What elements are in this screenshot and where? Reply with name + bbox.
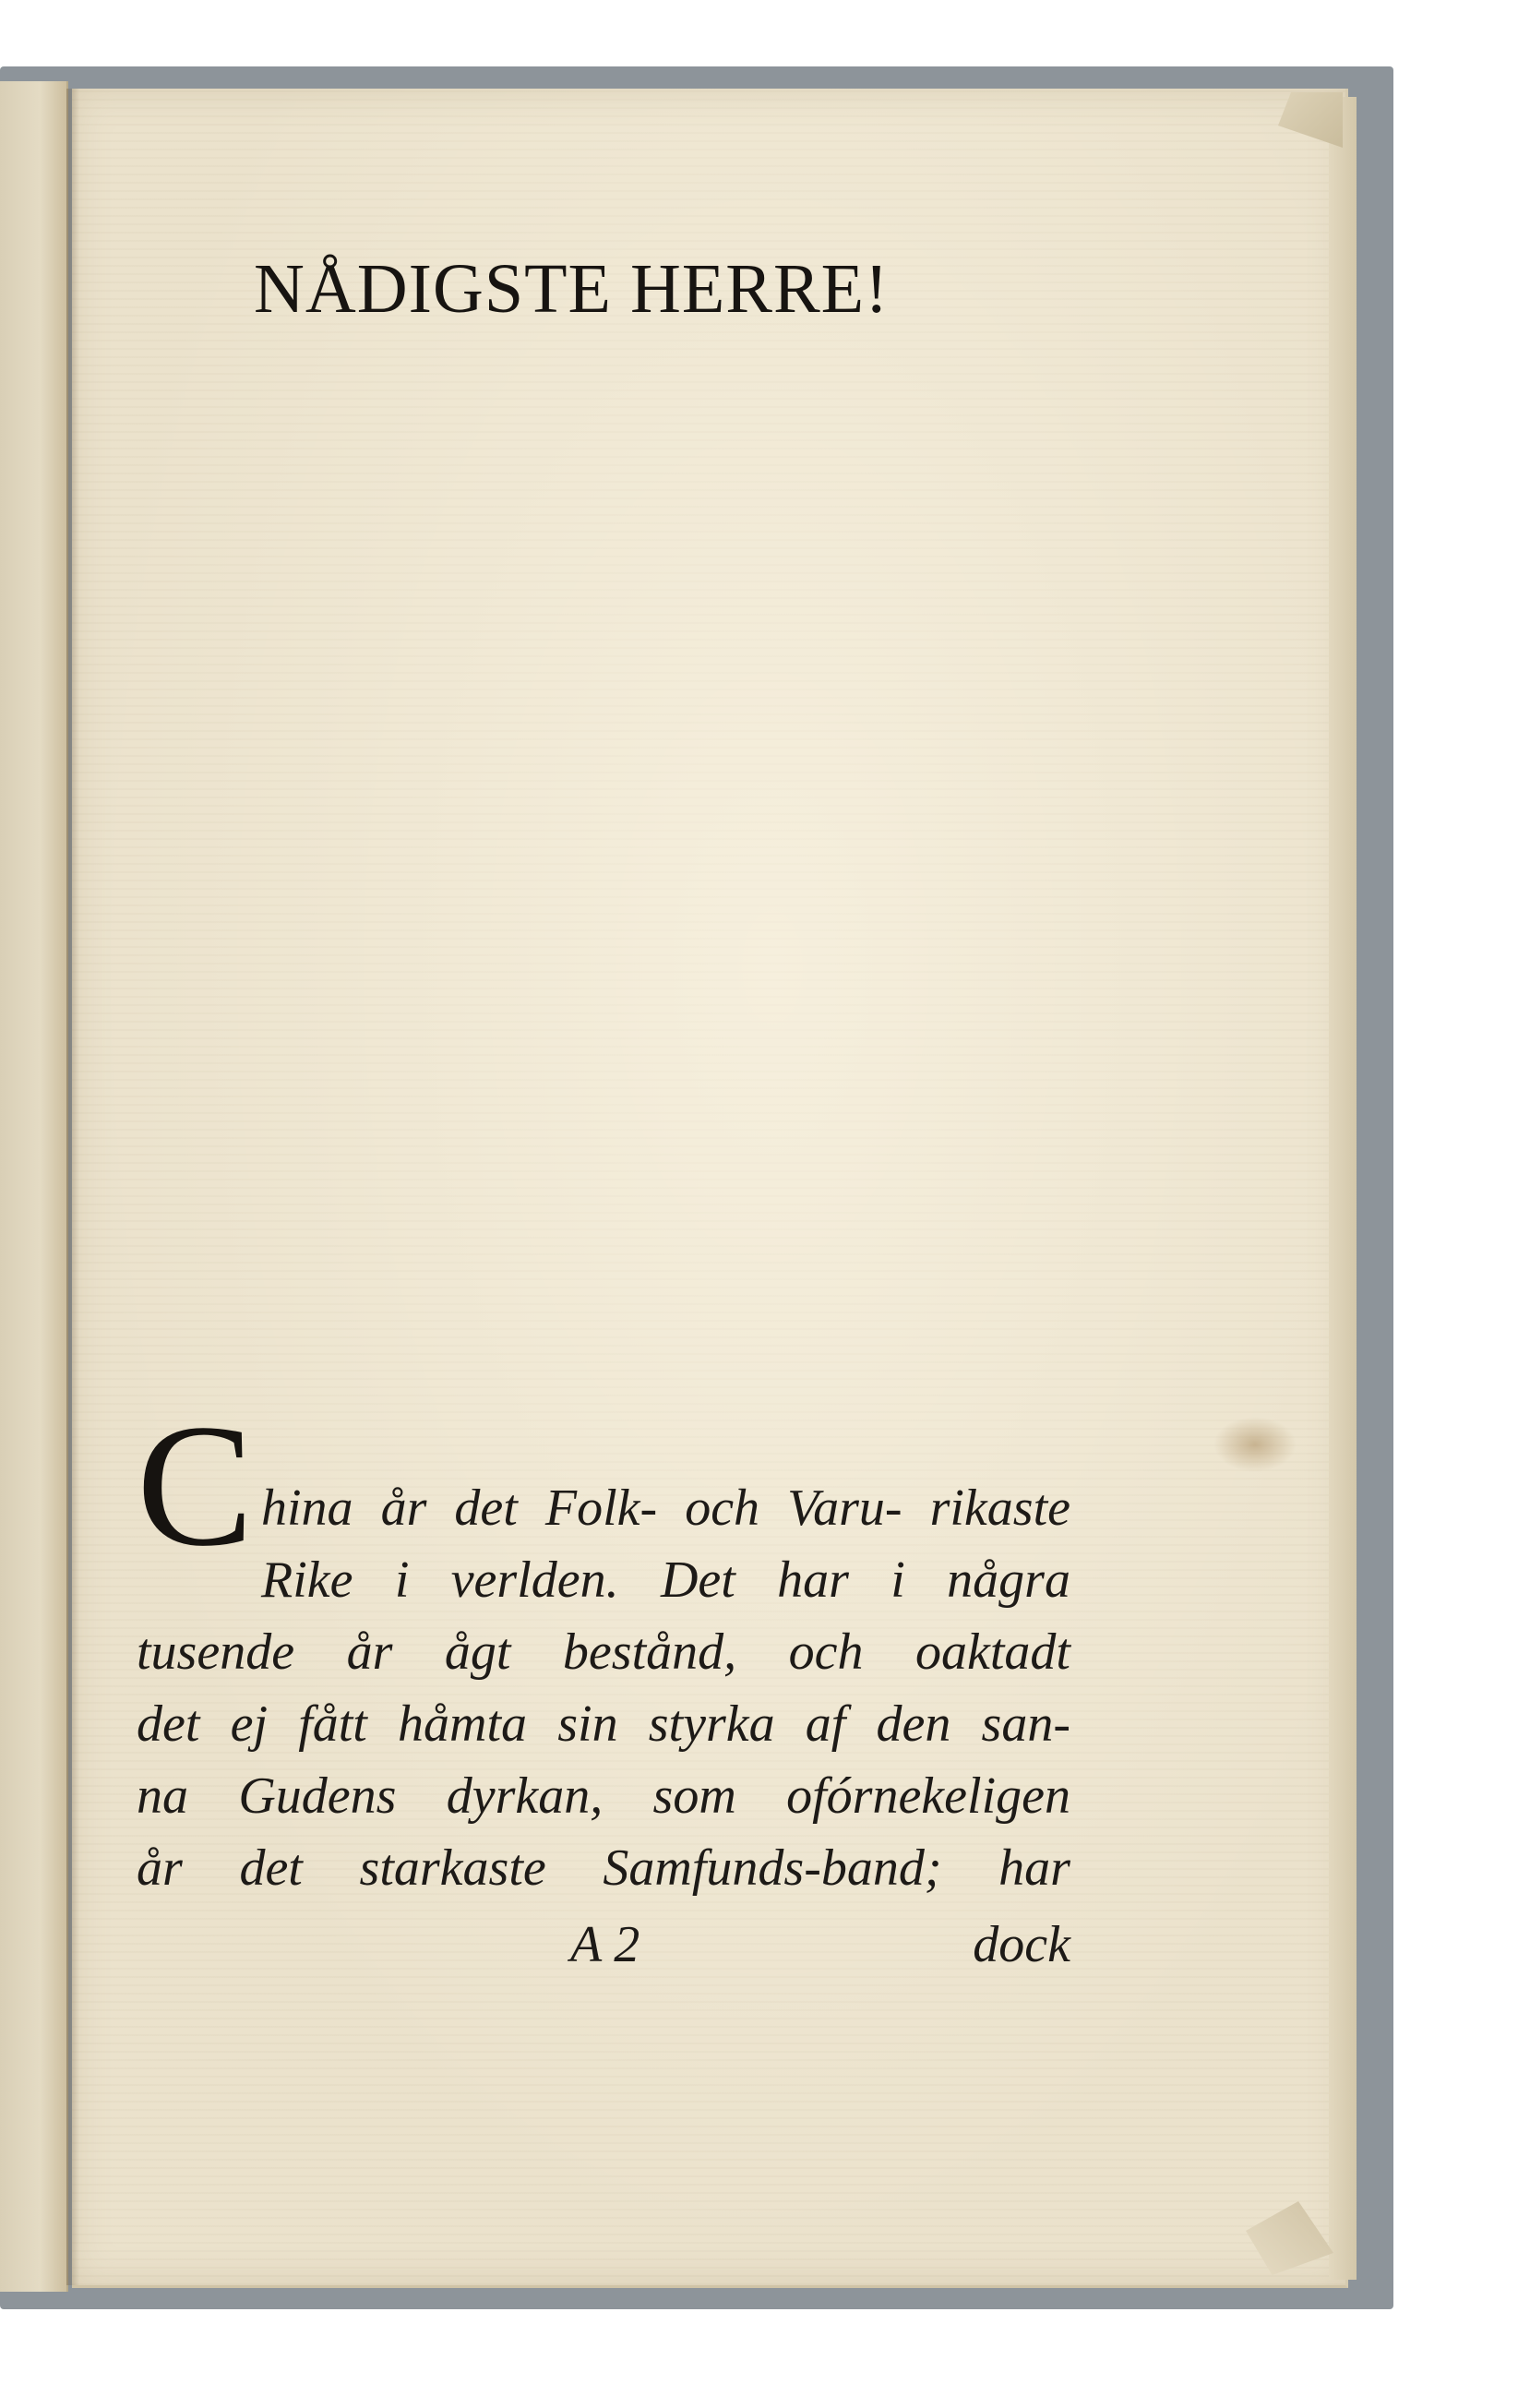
word: verlden. (450, 1551, 619, 1609)
word: Varu- (787, 1480, 902, 1537)
word: år (137, 1839, 183, 1897)
paper-stain (1213, 1417, 1297, 1472)
word: år (346, 1623, 393, 1681)
word: ågt (444, 1623, 511, 1681)
word: fått (298, 1695, 367, 1753)
page-fore-edge (1329, 97, 1357, 2280)
word: Rike (261, 1551, 353, 1609)
word: har (777, 1551, 849, 1609)
word: och (685, 1480, 760, 1537)
word: i (890, 1551, 905, 1609)
word: hina (261, 1480, 353, 1537)
word: bestånd, (562, 1623, 737, 1681)
word: dyrkan, (446, 1767, 604, 1825)
word: och (788, 1623, 864, 1681)
word: det (239, 1839, 303, 1897)
word: några (947, 1551, 1070, 1609)
word: den (876, 1695, 951, 1753)
previous-leaf-edge (0, 81, 68, 2292)
word: i (394, 1551, 410, 1609)
text-line (137, 1760, 1070, 1832)
word: Samfunds-band; (603, 1839, 942, 1897)
text-line (137, 1616, 1070, 1688)
page-heading: NÅDIGSTE HERRE! (254, 250, 890, 328)
drop-cap: C (137, 1389, 254, 1583)
catchword: dock (973, 1916, 1070, 1973)
word: som (652, 1767, 736, 1825)
signature-mark: A 2 (570, 1916, 640, 1973)
word: ej (230, 1695, 269, 1753)
gutter-shadow (66, 89, 79, 2285)
body-text (137, 1472, 1070, 1904)
word: san- (981, 1695, 1070, 1753)
text-line (137, 1688, 1070, 1760)
word: rikaste (929, 1480, 1070, 1537)
word: styrka (648, 1695, 775, 1753)
word: år (380, 1480, 427, 1537)
word: tusende (137, 1623, 295, 1681)
word: starkaste (359, 1839, 546, 1897)
word: Folk- (544, 1480, 658, 1537)
text-line (137, 1544, 1070, 1616)
word: Gudens (238, 1767, 397, 1825)
word: oaktadt (915, 1623, 1070, 1681)
word: det (137, 1695, 200, 1753)
book-page (72, 89, 1348, 2288)
word: af (805, 1695, 846, 1753)
word: har (998, 1839, 1070, 1897)
word: det (454, 1480, 518, 1537)
text-line (137, 1472, 1070, 1544)
word: na (137, 1767, 188, 1825)
text-line (137, 1832, 1070, 1904)
word: sin (557, 1695, 618, 1753)
word: håmta (398, 1695, 528, 1753)
word: Det (660, 1551, 735, 1609)
word: ofórnekeligen (786, 1767, 1070, 1825)
